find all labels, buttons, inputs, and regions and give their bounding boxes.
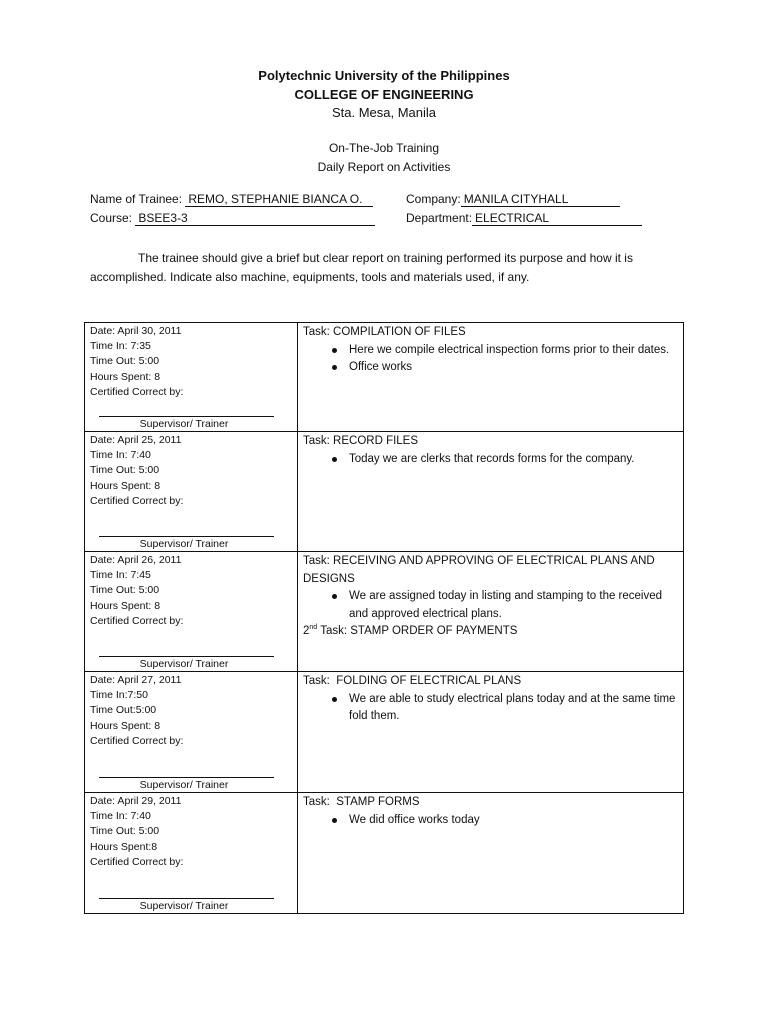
task-title: Task: RECORD FILES: [303, 435, 419, 447]
entry-certified: Certified Correct by:: [90, 385, 184, 398]
second-task-text: Task: STAMP ORDER OF PAYMENTS: [317, 625, 518, 637]
entry-date: Date: April 30, 2011: [90, 325, 182, 337]
company-label: Company:: [406, 192, 461, 206]
list-item: We are assigned today in listing and stamping to the received and approved electrical plans.: [303, 588, 679, 623]
task-bullets: [303, 812, 679, 830]
entry-hours: Hours Spent: 8: [90, 719, 161, 732]
entry-date: Date: April 27, 2011: [90, 674, 182, 686]
table-row: [85, 793, 684, 914]
entry-certified: Certified Correct by:: [90, 494, 184, 507]
trainee-value: REMO, STEPHANIE BIANCA O.: [185, 193, 373, 207]
course-label: Course:: [90, 211, 133, 225]
task-title: Task: STAMP FORMS: [303, 796, 420, 808]
entry-meta-cell: [85, 432, 298, 552]
entry-time-out: Time Out: 5:00: [90, 464, 160, 477]
entry-hours: Hours Spent: 8: [90, 370, 161, 383]
signature-line: [99, 536, 274, 537]
entry-time-in: Time In: 7:40: [90, 449, 151, 462]
entry-date: Date: April 25, 2011: [90, 434, 182, 446]
department-value: ELECTRICAL: [472, 212, 642, 226]
entry-task-cell: [298, 323, 684, 432]
entry-time-out: Time Out: 5:00: [90, 584, 160, 597]
trainee-field: [90, 192, 373, 207]
entry-time-in: Time In: 7:40: [90, 810, 151, 823]
entry-task-cell: [298, 432, 684, 552]
table-row: [85, 552, 684, 672]
entry-task-cell: [298, 672, 684, 793]
entry-time-in: Time In: 7:45: [90, 569, 151, 582]
second-task-ordinal: nd: [309, 624, 318, 631]
entry-time-out: Time Out:5:00: [90, 704, 157, 717]
list-item: Today we are clerks that records forms for the company.: [303, 451, 679, 469]
company-value: MANILA CITYHALL: [461, 193, 620, 207]
signature-line: [99, 656, 274, 657]
list-item: Here we compile electrical inspection forms prior to their dates.: [303, 342, 679, 360]
table-row: [85, 432, 684, 552]
report-title: Daily Report on Activities: [317, 160, 451, 174]
entry-time-out: Time Out: 5:00: [90, 825, 160, 838]
entry-certified: Certified Correct by:: [90, 734, 184, 747]
entry-hours: Hours Spent: 8: [90, 599, 161, 612]
department-field: [406, 211, 642, 226]
entry-meta-cell: [85, 672, 298, 793]
university-name: Polytechnic University of the Philippines: [258, 68, 510, 83]
signature-label: Supervisor/ Trainer: [139, 418, 229, 430]
college-name: COLLEGE OF ENGINEERING: [294, 87, 474, 102]
entry-date: Date: April 29, 2011: [90, 795, 182, 807]
entry-hours: Hours Spent:8: [90, 840, 158, 853]
entry-meta-cell: [85, 552, 298, 672]
entry-time-in: Time In: 7:35: [90, 340, 151, 353]
signature-line: [99, 777, 274, 778]
entry-meta-cell: [85, 323, 298, 432]
list-item: We are able to study electrical plans today and at the same time fold them.: [303, 691, 679, 726]
task-title: Task: COMPILATION OF FILES: [303, 326, 466, 338]
entry-meta-cell: [85, 793, 298, 914]
signature-label: Supervisor/ Trainer: [139, 538, 229, 550]
signature-line: [99, 416, 274, 417]
entry-date: Date: April 26, 2011: [90, 554, 182, 566]
second-task-title: [303, 623, 679, 641]
instructions-paragraph: The trainee should give a brief but clear report on training performed its purpose and how it is accomplished. Indicate also machine, equipments, tools and materials used, if any.: [90, 251, 633, 284]
list-item: We did office works today: [303, 812, 679, 830]
course-field: [90, 211, 375, 226]
list-item: Office works: [303, 359, 679, 377]
task-bullets: [303, 451, 679, 469]
task-title: Task: RECEIVING AND APPROVING OF ELECTRICAL PLANS AND DESIGNS: [303, 555, 655, 585]
activity-table: [84, 322, 684, 914]
location: Sta. Mesa, Manila: [331, 105, 437, 120]
second-task-number: 2: [303, 625, 310, 637]
signature-label: Supervisor/ Trainer: [139, 900, 229, 912]
task-bullets: [303, 691, 679, 726]
entry-certified: Certified Correct by:: [90, 614, 184, 627]
entry-time-out: Time Out: 5:00: [90, 355, 160, 368]
entry-time-in: Time In:7:50: [90, 689, 148, 702]
task-bullets: [303, 588, 679, 623]
entry-task-cell: [298, 552, 684, 672]
table-row: [85, 323, 684, 432]
task-bullets: [303, 342, 679, 377]
signature-line: [99, 898, 274, 899]
signature-label: Supervisor/ Trainer: [139, 779, 229, 791]
trainee-label: Name of Trainee:: [90, 192, 183, 206]
program-title: On-The-Job Training: [328, 141, 440, 155]
entry-task-cell: [298, 793, 684, 914]
table-row: [85, 672, 684, 793]
entry-certified: Certified Correct by:: [90, 855, 184, 868]
entry-hours: Hours Spent: 8: [90, 479, 161, 492]
department-label: Department:: [406, 211, 473, 225]
company-field: [406, 192, 620, 207]
signature-label: Supervisor/ Trainer: [139, 658, 229, 670]
course-value: BSEE3-3: [135, 212, 375, 226]
task-title: Task: FOLDING OF ELECTRICAL PLANS: [303, 675, 522, 687]
